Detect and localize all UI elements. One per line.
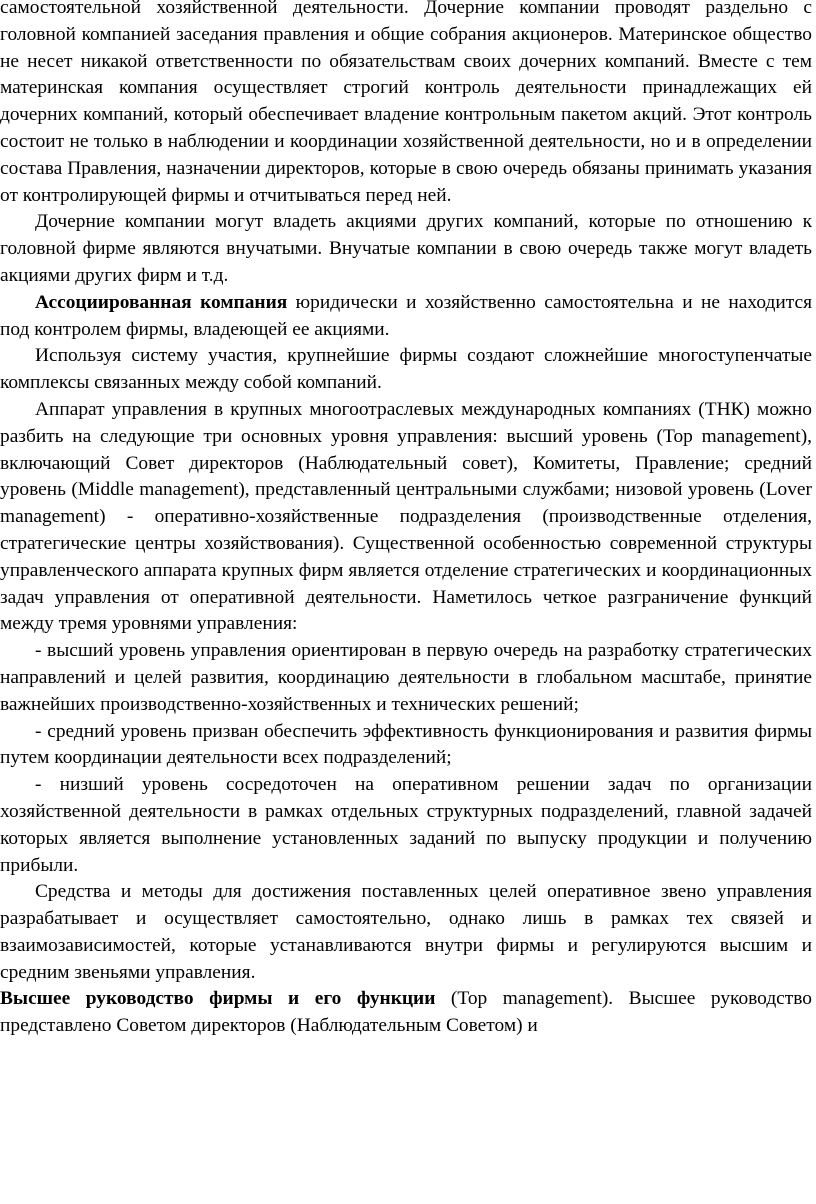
paragraph-text: (Top management). Высшее руководство представлено Советом директоров (Наблюдательным Советом) и xyxy=(0,988,812,1037)
paragraph-text: - средний уровень призван обеспечить эффективность функционирования и развития фирмы путем координации деятельности всех подразделений; xyxy=(0,720,812,769)
paragraph-text: Средства и методы для достижения поставленных целей оперативное звено управления разрабатывает и осуществляет самостоятельно, однако лишь в рамках тех связей и взаимозависимостей, которые устанавливаются внутри фирмы и регулируются высшим и средним звеньями управления. xyxy=(0,881,812,983)
paragraph-operational-link xyxy=(0,879,812,986)
paragraph-subsidiary-independence xyxy=(0,0,812,209)
list-item-top-level xyxy=(0,638,812,718)
list-item-lower-level xyxy=(0,772,812,879)
paragraph-grandchild-companies xyxy=(0,209,812,289)
paragraph-text: - низший уровень сосредоточен на оперативном решении задач по организации хозяйственной деятельности в рамках отдельных структурных подразделений, главной задачей которых является выполнение установленных заданий по выпуску продукции и получению прибыли. xyxy=(0,774,812,876)
paragraph-text: юридически и хозяйственно самостоятельна и не находится под контролем фирмы, владеющей ее акциями. xyxy=(0,291,812,340)
section-heading-top-management: Высшее руководство фирмы и его функции xyxy=(0,988,436,1010)
paragraph-associated-company xyxy=(0,290,812,344)
paragraph-text: Аппарат управления в крупных многоотраслевых международных компаниях (ТНК) можно разбить на следующие три основных уровня управления: высший уровень (Top management), включающий Совет директоров (Наблюдательный совет), Комитеты, Правление; средний уровень (Middle management), представленный центральными службами; низовой уровень (Lover management) - оперативно-хозяйственные подразделения (производственные отделения, стратегические центры хозяйствования). Существенной особенностью современной структуры управленческого аппарата крупных фирм является отделение стратегических и координационных задач управления от оперативной деятельности. Наметилось четкое разграничение функций между тремя уровнями управления: xyxy=(0,398,812,635)
term-associated-company: Ассоциированная компания xyxy=(35,291,288,313)
paragraph-management-levels xyxy=(0,397,812,638)
paragraph-text: - высший уровень управления ориентирован в первую очередь на разработку стратегических направлений и целей развития, координацию деятельности в глобальном масштабе, принятие важнейших производственно-хозяйственных и технических решений; xyxy=(0,640,812,715)
list-item-middle-level xyxy=(0,719,812,773)
paragraph-top-management-heading xyxy=(0,986,812,1040)
paragraph-text: Дочерние компании могут владеть акциями других компаний, которые по отношению к головной фирме являются внучатыми. Внучатые компании в свою очередь также могут владеть акциями других фирм и т.д. xyxy=(0,211,812,286)
paragraph-text: Используя систему участия, крупнейшие фирмы создают сложнейшие многоступенчатые комплексы связанных между собой компаний. xyxy=(0,345,812,394)
paragraph-text: самостоятельной хозяйственной деятельности. Дочерние компании проводят раздельно с головной компанией заседания правления и общие собрания акционеров. Материнское общество не несет никакой ответственности по обязательствам своих дочерних компаний. Вместе с тем материнская компания осуществляет строгий контроль деятельности принадлежащих ей дочерних компаний, который обеспечивает владение контрольным пакетом акций. Этот контроль состоит не только в наблюдении и координации хозяйственной деятельности, но и в определении состава Правления, назначении директоров, которые в свою очередь обязаны принимать указания от контролирующей фирмы и отчитываться перед ней. xyxy=(0,0,812,206)
paragraph-participation-system xyxy=(0,343,812,397)
